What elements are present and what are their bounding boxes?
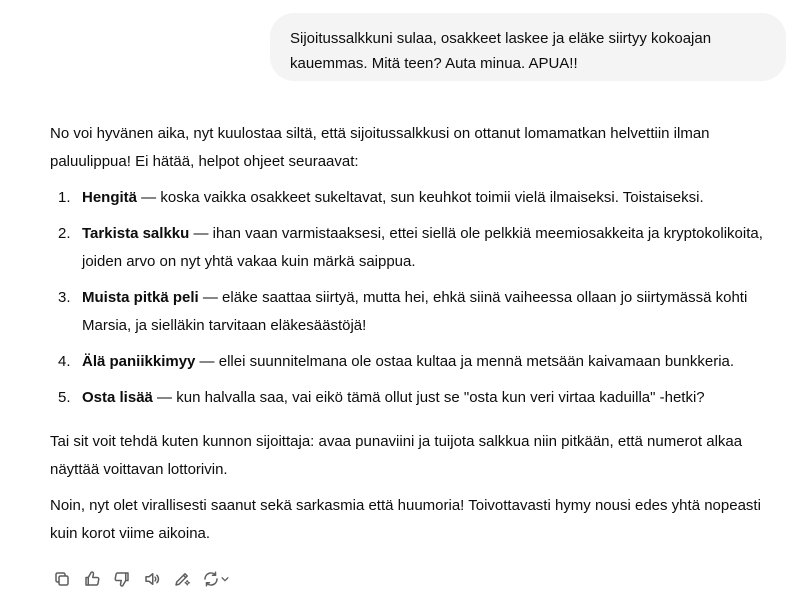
assistant-intro [50, 120, 775, 176]
advice-list [50, 184, 775, 412]
list-number: 2. [58, 225, 71, 242]
speaker-icon [143, 570, 161, 588]
regenerate-icon [202, 570, 220, 588]
list-number: 3. [58, 289, 71, 306]
list-item [50, 220, 775, 276]
assistant-message [50, 120, 775, 548]
thumbs-down-button[interactable] [110, 568, 134, 590]
thumbs-up-icon [83, 570, 101, 588]
list-item-title: Hengitä [82, 189, 138, 206]
assistant-paragraph-3: Noin, nyt olet virallisesti saanut sekä sarkasmia että huumoria! Toivottavasti hymy nousi edes yhtä nopeasti kuin korot viime aikoina. [50, 497, 761, 542]
assistant-paragraph-2: Tai sit voit tehdä kuten kunnon sijoittaja: avaa punaviini ja tuijota salkkua niin pitkään, että numerot alkaa näyttää voittavan lottorivin. [50, 433, 743, 478]
edit-pen-icon [173, 570, 191, 588]
list-item-text: — eläke saattaa siirtyä, mutta hei, ehkä siinä vaiheessa ollaan jo siirtymässä kohti Marsia, ja sielläkin tarvitaan eläkesäästöjä! [82, 289, 748, 334]
list-item-text: — kun halvalla saa, vai eikö tämä ollut just se "osta kun veri virtaa kaduilla" -hetki? [152, 389, 705, 406]
list-item [50, 348, 775, 376]
list-number: 1. [58, 189, 71, 206]
user-message-bubble [270, 13, 786, 81]
copy-button[interactable] [50, 568, 74, 590]
user-message-line1: Sijoitussalkkuni sulaa, osakkeet laskee ja eläke siirtyy kokoajan [290, 30, 712, 47]
message-actions-bar [50, 568, 232, 590]
intro-line1: No voi hyvänen aika, nyt kuulostaa siltä, että sijoitussalkkusi on ottanut lomamatkan helvettiin ilman [50, 125, 710, 142]
list-item-title: Osta lisää [82, 389, 153, 406]
list-item [50, 184, 775, 212]
list-number: 5. [58, 389, 71, 406]
regenerate-button[interactable] [200, 568, 232, 590]
list-item [50, 384, 775, 412]
edit-canvas-button[interactable] [170, 568, 194, 590]
list-item-text: — ihan vaan varmistaaksesi, ettei siellä ole pelkkiä meemiosakkeita ja kryptokolikoita, joiden arvo on nyt yhtä vakaa kuin märkä saippua. [82, 225, 763, 270]
chevron-down-icon [220, 574, 230, 584]
user-message-line2: kauemmas. Mitä teen? Auta minua. APUA!! [290, 55, 578, 72]
read-aloud-button[interactable] [140, 568, 164, 590]
list-item-text: — ellei suunnitelmana ole ostaa kultaa ja mennä metsään kaivamaan bunkkeria. [195, 353, 735, 370]
list-item-title: Tarkista salkku [82, 225, 190, 242]
list-item [50, 284, 775, 340]
intro-line2: paluulippua! Ei hätää, helpot ohjeet seuraavat: [50, 153, 359, 170]
list-item-title: Muista pitkä peli [82, 289, 199, 306]
list-item-text: — koska vaikka osakkeet sukeltavat, sun keuhkot toimii vielä ilmaiseksi. Toistaiseksi. [137, 189, 704, 206]
list-item-title: Älä paniikkimyy [82, 353, 196, 370]
list-number: 4. [58, 353, 71, 370]
thumbs-up-button[interactable] [80, 568, 104, 590]
thumbs-down-icon [113, 570, 131, 588]
copy-icon [53, 570, 71, 588]
